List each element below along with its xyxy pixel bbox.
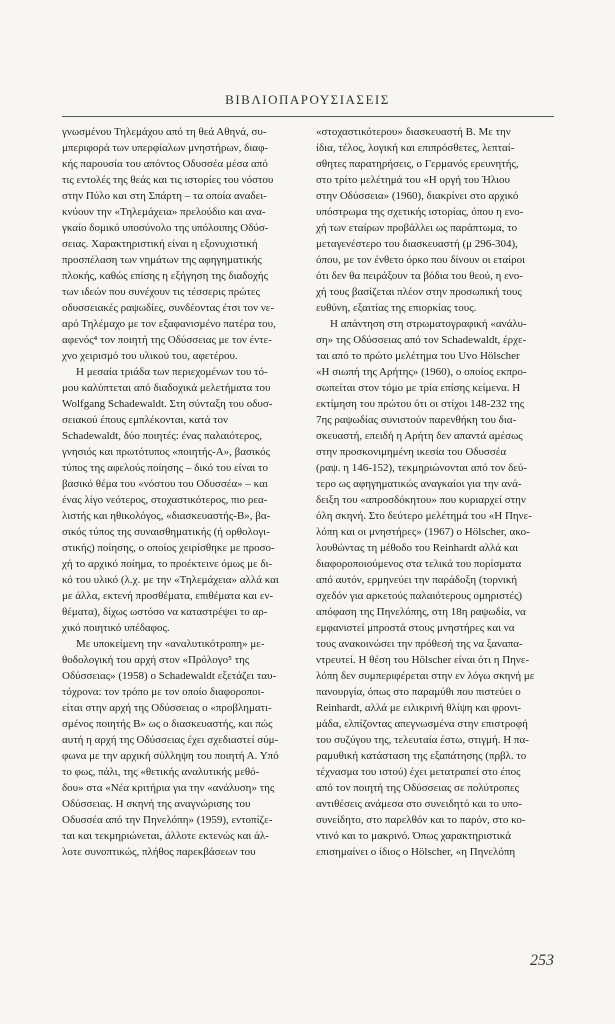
text-line: Η μεσαία τριάδα των περιεχομένων του τό-	[76, 366, 268, 378]
text-line: αρό Τηλέμαχο με τον εξαφανισμένο πατέρα του,	[62, 318, 276, 330]
text-line: εκτίμηση του πρώτου ότι οι στίχοι 148-232 της	[316, 398, 525, 410]
text-line: πλοκής, καθώς επίσης η εξήγηση της διαδοχής	[62, 270, 268, 282]
text-line: επισημαίνει ο ίδιος ο Hölscher, «η Πηνελόπη	[316, 846, 516, 858]
text-line: είται στην αρχή της Οδύσσειας ο «προβληματι-	[62, 702, 272, 714]
text-line: αυτή η αρχή της Οδύσσειας έχει σχεδιαστεί σύμ-	[62, 734, 279, 746]
text-line: «Η σιωπή της Αρήτης» (1960), ο οποίος εκπρο-	[316, 366, 527, 378]
text-line: ται από το πρώτο μελέτημα του Uvo Hölscher	[316, 350, 520, 362]
page-number: 253	[530, 952, 554, 969]
text-line: «στοχαστικότερου» διασκευαστή Β. Με την	[316, 126, 511, 138]
text-line: τύπος της αφελούς ποίησης – δικό του είναι το	[62, 462, 268, 474]
text-line: γνησιός και πρωτότυπος «ποιητής-Α», βασικός	[62, 446, 271, 458]
text-line: ένας λίγο νεότερος, στοχαστικότερος, πιο ρεα-	[62, 494, 268, 506]
text-line: (ραψ. η 146-152), τεκμηριώνονται από τον δεύ-	[316, 462, 528, 474]
text-line: Η απάντηση στη στρωματογραφική «ανάλυ-	[330, 318, 527, 330]
text-line: σθητες παρατηρήσεις, ο Γερμανός ερευνητής,	[316, 158, 519, 170]
text-line: χή των εταίρων προβάλλει ως παράπτωμα, το	[316, 222, 518, 234]
text-line: μεταγενέστερο του διασκευαστή (μ 296-304),	[316, 238, 518, 250]
text-line: ντρευτεί. Η θέση του Hölscher είναι ότι η Πηνε-	[316, 654, 530, 666]
text-line: φωνα με την αρχική σύλληψη του ποιητή Α. Υπό	[62, 750, 279, 762]
text-line: το φως, πάλι, της «θετικής αναλυτικής μεθό-	[62, 766, 260, 778]
text-line: θέματα), δίχως ωστόσο να καταστρέψει το αρ-	[62, 606, 268, 618]
text-line: χνο χειρισμό του υλικού του, αφετέρου.	[62, 350, 238, 362]
text-line: τις εντολές της θεάς και τις ιστορίες του νόστου	[62, 174, 274, 186]
text-line: γνωσμένου Τηλεμάχου από τη θεά Αθηνά, συ-	[62, 126, 267, 138]
left-column	[62, 124, 294, 860]
text-line: όπου, με τον ένθετο όρκο που δίνουν οι εταίροι	[316, 254, 526, 266]
text-line: από τον ποιητή της Οδύσσειας σε πολύτροπες	[316, 782, 519, 794]
text-line: γκαίο δομικό υποσύνολο της υπόλοιπης Οδύσ-	[62, 222, 269, 234]
text-line: θοδολογική του αρχή στον «Πρόλογο⁵ της	[62, 654, 250, 666]
text-line: Wolfgang Schadewaldt. Στη σύνταξη του οδυσ-	[62, 398, 273, 410]
text-line: οδυσσειακές ραψωδίες, συνδέοντας έτσι τον νε-	[62, 302, 275, 314]
text-line: ση» της Οδύσσειας από τον Schadewaldt, έρχε-	[316, 334, 527, 346]
text-line: υπόστρωμα της σχετικής ιστορίας, όπου η ενο-	[316, 206, 524, 218]
text-line: λόπη και οι μνηστήρες» (1967) ο Hölscher, ακο-	[316, 526, 530, 538]
text-line: του συζύγου της, τελευταία έστω, στιγμή. Η πα-	[316, 734, 529, 746]
text-line: στην προσκονιμημένη ικεσία του Οδυσσέα	[316, 446, 507, 458]
text-line: τόχρονα: τον τρόπο με τον οποίο διαφοροποι-	[62, 686, 265, 698]
text-line: κής παρουσία του απόντος Οδυσσέα μέσα από	[62, 158, 268, 170]
text-line: σειακού έπους εμπλέκονται, κατά τον	[62, 414, 228, 426]
header-rule	[62, 116, 554, 117]
text-line: Οδύσσειας. Η σκηνή της αναγνώρισης του	[62, 798, 251, 810]
text-line: λουθώντας τη μέθοδο του Reinhardt αλλά και	[316, 542, 519, 554]
text-line: στην Πύλο και στη Σπάρτη – τα οποία αναδει-	[62, 190, 267, 202]
text-line: εμφανιστεί μπροστά στους μνηστήρες και να	[316, 622, 515, 634]
text-line: πανουργία, όπως στο παραμύθι που πιστεύει ο	[316, 686, 521, 698]
text-line: Οδύσσειας» (1958) ο Schadewaldt εξετάζει ταυ-	[62, 670, 277, 682]
text-line: σκευαστή, επειδή η Αρήτη δεν απαντά αμέσως	[316, 430, 523, 442]
text-line: λιστής και ηθικολόγος, «διασκευαστής-Β», βα-	[62, 510, 271, 522]
text-line: δου» στα «Νέα κριτήρια για την «ανάλυση» της	[62, 782, 275, 794]
text-line: ντινό και το μακρινό. Όπως χαρακτηριστικά	[316, 830, 511, 842]
text-line: σειας. Χαρακτηριστική είναι η εξονυχιστική	[62, 238, 258, 250]
text-line: λοτε συνοπτικώς, πλήθος παρεκβάσεων του	[62, 846, 256, 858]
text-line: στο τρίτο μελέτημά του «Η οργή του Ήλιου	[316, 174, 510, 186]
text-line: διαφοροποιούμενος στα τελικά του πορίσματα	[316, 558, 522, 570]
text-line: λόπη δεν συμπεριφέρεται στην εν λόγω σκηνή με	[316, 670, 535, 682]
text-line: μπεριφορά των υπερφίαλων μνηστήρων, διαφ-	[62, 142, 269, 154]
text-line: μου καλύπτεται από διαδοχικά μελετήματα του	[62, 382, 271, 394]
text-line: στην Οδύσσεια» (1960), διακρίνει στο αρχικό	[316, 190, 519, 202]
text-line: Οδυσσέα από την Πηνελόπη» (1959), εντοπίζε-	[62, 814, 273, 826]
text-line: 7ης ραψωδίας συνιστούν παρενθήκη του δια-	[316, 414, 517, 426]
text-line: Schadewaldt, δύο ποιητές: ένας παλαιότερος,	[62, 430, 263, 442]
text-line: χή το αρχικό ποίημα, το προέκτεινε όμως με δι-	[62, 558, 273, 570]
text-line: προσπέλαση των νημάτων της αφηγηματικής	[62, 254, 262, 266]
text-line: σωπείται στον τόμο με τρία επίσης κείμενα. Η	[316, 382, 521, 394]
text-line: κνύουν την «Τηλεμάχεια» πρελούδιο και ανα-	[62, 206, 266, 218]
text-line: Reinhardt, αλλά με ειλικρινή θλίψη και φρονι-	[316, 702, 522, 714]
text-line: ραμυθική κατάσταση της εξαπάτησης (πρβλ. το	[316, 750, 527, 762]
text-line: ευθύνη, εξαιτίας της επιορκίας τους.	[316, 302, 477, 314]
text-line: αφενός⁴ τον ποιητή της Οδύσσειας με τον έντε-	[62, 334, 272, 346]
text-line: μάδα, ελπίζοντας απεγνωσμένα στην επιστροφή	[316, 718, 528, 730]
text-line: τέχνασμα του ιστού) έχει μετατραπεί στο έπος	[316, 766, 521, 778]
text-line: όλη σκηνή. Στο δεύτερο μελέτημά του «Η Πηνε-	[316, 510, 532, 522]
running-header: ΒΙΒΛΙΟΠΑΡΟΥΣΙΑΣΕΙΣ	[225, 92, 390, 107]
text-line: τερο ως αφηγηματικώς αναγκαίοι για την ανά-	[316, 478, 522, 490]
text-line: με άλλα, εκτενή προσθέματα, επιθέματα και εν-	[62, 590, 274, 602]
text-line: απόφαση της Πηνελόπης, στη 18η ραψωδία, να	[316, 606, 526, 618]
text-line: χικό ποιητικό υπέδαφος.	[62, 622, 170, 634]
text-line: σμένος ποιητής Β» ως ο διασκευαστής, και πώς	[62, 718, 273, 730]
text-line: δειξη του «απροσδόκητου» που κυριαρχεί στην	[316, 494, 526, 506]
text-line: βασικό θέμα του «νόστου του Οδυσσέα» – και	[62, 478, 268, 490]
text-line: ίδια, τέλος, λογική και επιπρόσθετες, λεπταί-	[316, 142, 515, 154]
text-line: αντιθέσεις ανάμεσα στο συνειδητό και το υπο-	[316, 798, 522, 810]
text-line: σικός τύπος της συναισθηματικής (ή ορθολογι-	[62, 526, 270, 538]
text-line: τους ανακοινώσει την πρόθεσή της να ξαναπα-	[316, 638, 523, 650]
text-line: από αυτόν, ερμηνεύει την παράδοξη (τορνική	[316, 574, 518, 586]
text-line: συνείδητο, στο παρελθόν και το παρόν, στο κο-	[316, 814, 526, 826]
text-line: Με υποκείμενη την «αναλυτικότροπη» με-	[76, 638, 265, 650]
text-line: στικής) ποίησης, ο οποίος χειρίσθηκε με προσο-	[62, 542, 275, 554]
text-line: των ιδεών που συνέχουν τις τέσσερις πρώτες	[62, 286, 260, 298]
text-line: ται και τεκμηριώνεται, άλλοτε εκτενώς και άλ-	[62, 830, 269, 842]
text-line: χή τους βασίζεται πλέον στην προσωπική τους	[316, 286, 522, 298]
text-line: σχεδόν για αρκετούς παλαιότερους ομηριστές)	[316, 590, 523, 602]
text-line: ότι δεν θα πειράξουν τα βόδια του θεού, η ενο-	[316, 270, 523, 282]
text-line: κό του υλικό (λ.χ. με την «Τηλεμάχεια» αλλά και	[62, 574, 279, 586]
right-column	[316, 124, 548, 860]
